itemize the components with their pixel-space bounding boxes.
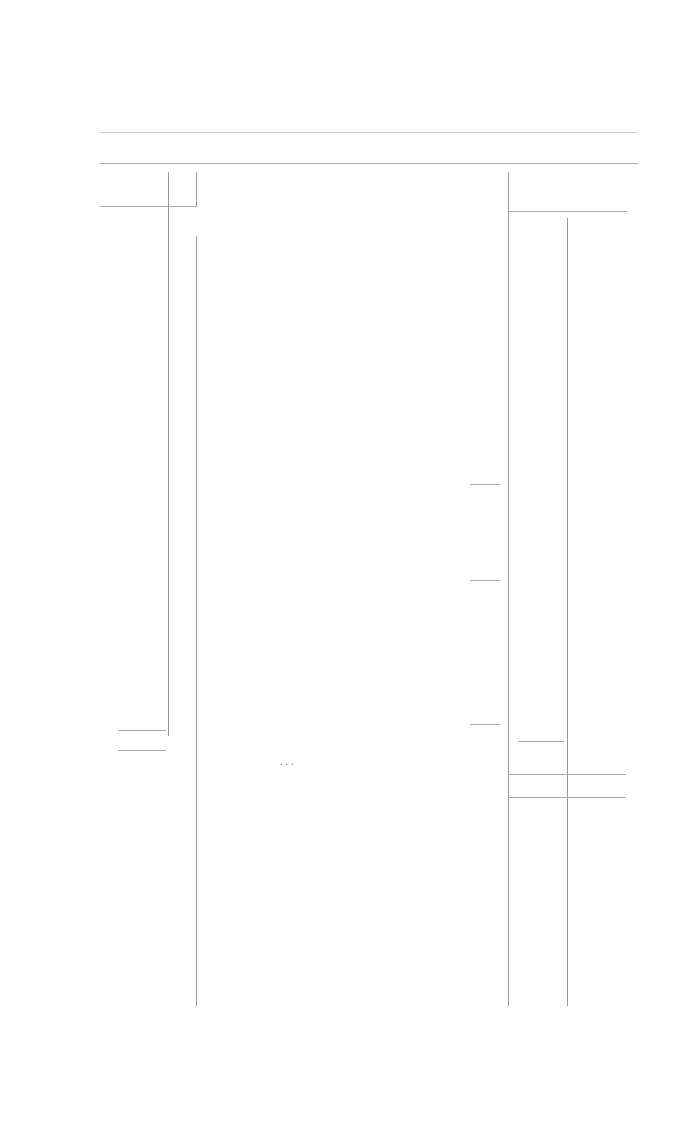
column-divider-persons — [168, 236, 169, 736]
column-divider-item-top — [196, 172, 197, 206]
header-rule-right — [509, 211, 627, 212]
clerical-subtotal-rule — [470, 484, 500, 485]
nonpermanents-subtotal-rule — [470, 724, 500, 725]
title-rule — [100, 132, 638, 133]
column-divider-item — [196, 236, 197, 1006]
table-top-rule — [100, 163, 638, 164]
general-total — [508, 575, 561, 587]
clerical-total — [508, 478, 561, 490]
column-divider-amount — [508, 172, 509, 1006]
net-total-rule-bottom — [508, 797, 626, 798]
persons-total-rule-top — [118, 730, 166, 731]
nonpermanents-total — [508, 718, 561, 730]
net-total-rule-top — [508, 774, 626, 775]
general-subtotal-rule — [470, 580, 500, 581]
persons-total-rule-bottom — [118, 750, 166, 751]
less-amount — [508, 757, 561, 769]
net-total — [508, 780, 561, 792]
gross-total-rule — [518, 741, 564, 742]
column-divider-persons-top — [168, 172, 169, 236]
gross-total — [508, 745, 561, 757]
header-rule-left — [100, 206, 197, 207]
column-divider-total — [567, 218, 568, 1006]
less-amount-label: ... — [280, 757, 297, 768]
clerical-pound-label — [452, 295, 498, 307]
